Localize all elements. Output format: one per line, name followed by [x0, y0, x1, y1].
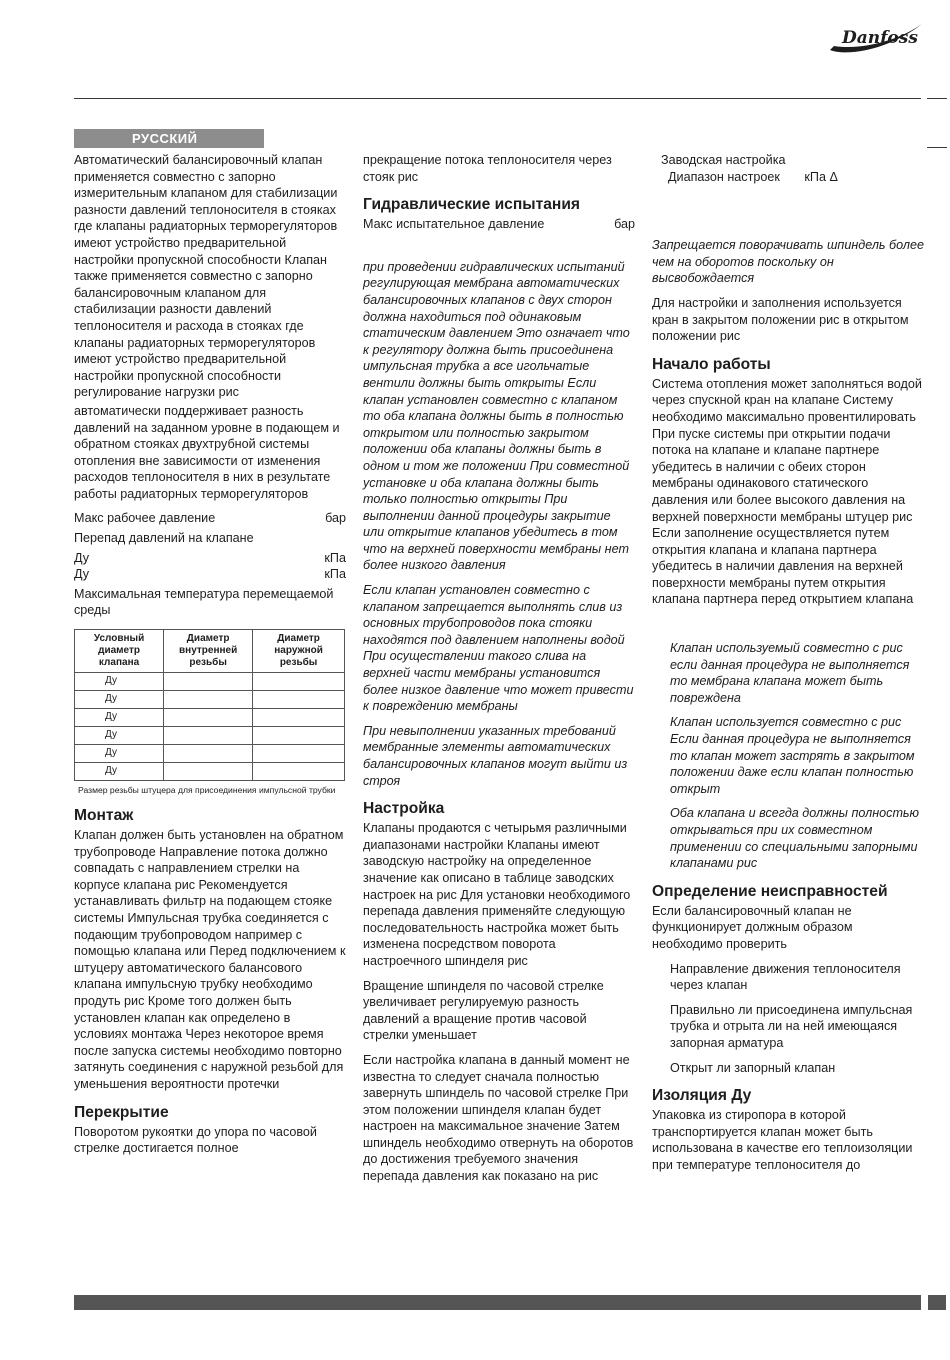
danfoss-logo [826, 16, 926, 58]
footer-bar [74, 1295, 921, 1310]
montazh-text: Клапан должен быть установлен на обратном трубопроводе Направление потока должно совпадать с направлением стрелки на корпусе клапана рис Рекомендуется устанавливать фильтр на подающем стояке системы Импульсная трубка соединяется с подающим трубопроводом например с помощью клапана или Перед подключением к штуцеру автоматического балансового клапана импульсную трубку необходимо продуть рис Кроме того должен быть установлен клапан как определено в условиях монтажа Через некоторое время после запуска системы необходимо повторно затянуть соединения с наружной резьбой для уменьшения вероятности протечки [74, 828, 346, 1091]
intro-text-2: автоматически поддерживает разность давлений на заданном уровне в подающем и обратном стояках двухтрубной системы отопления вне зависимости от изменения расходов теплоносителя в них в результате работы радиаторных терморегуляторов [74, 403, 340, 501]
fill-text: Для настройки и заполнения используется кран в закрытом положении рис в открытом положении рис [652, 295, 909, 344]
heading-faults: Определение неисправностей [652, 882, 888, 900]
insulation-text: Упаковка из стиропора в которой транспортируется клапан может быть использована в качестве его теплоизоляции при температуре теплоносителя до [652, 1108, 913, 1172]
table-header: Диаметр внутренней резьбы [164, 630, 253, 673]
start-text: Система отопления может заполняться водой через спускной кран на клапане Систему необходимо максимально провентилировать При пуске системы при открытии подачи потока на клапане и клапане партнере убедитесь в наличии с обеих сторон мембраны одинакового статического давления или более высокого давления на верхней поверхности мембраны штуцер рис Если заполнение осуществляется путем открытия клапана и клапана партнера убедитесь в наличии давления на верхней поверхности мембраны путем открытия клапана партнера перед открытием клапана [652, 376, 922, 607]
column-3 [652, 152, 924, 1182]
perekrytie-cont: прекращение потока теплоносителя через стояк рис [363, 153, 612, 184]
table-row: Ду [75, 673, 345, 691]
table-header: Диаметр наружной резьбы [253, 630, 345, 673]
language-tab: РУССКИЙ [74, 129, 264, 148]
margin-tick [927, 98, 947, 99]
heading-insulation: Изоляция Ду [652, 1087, 752, 1105]
hydro-warning-3: При невыполнении указанных требований мембранные элементы автоматических балансировочных клапанов могут выйти из строя [363, 723, 628, 788]
margin-tick [927, 147, 947, 148]
thread-size-table [74, 629, 345, 781]
nastroyka-text-1: Клапаны продаются с четырьмя различными диапазонами настройки Клапаны имеют заводскую настройку на определенное значение как описано в таблице заводских настроек на рис Для установки необходимого перепада давления применяйте следующую последовательность настройка может быть изменена посредством поворота настроечного шпинделя рис [363, 821, 631, 968]
heading-montazh: Монтаж [74, 807, 134, 825]
table-row: Ду [75, 727, 345, 745]
table-row: Ду [75, 709, 345, 727]
heading-start: Начало работы [652, 355, 771, 373]
table-row: Ду [75, 763, 345, 781]
fault-item-3: Открыт ли запорный клапан [670, 1060, 836, 1075]
heading-nastroyka: Настройка [363, 800, 445, 818]
table-header: Условный диаметр клапана [75, 630, 164, 673]
table-row: Ду [75, 691, 345, 709]
heading-perekrytie: Перекрытие [74, 1103, 169, 1121]
spec-dp-label: Перепад давлений на клапане [74, 531, 254, 546]
footer-square [928, 1295, 946, 1310]
nastroyka-text-2: Вращение шпинделя по часовой стрелке увеличивает регулируемую разность давлений а вращение против часовой стрелки уменьшает [363, 978, 604, 1043]
faults-text: Если балансировочный клапан не функционирует должным образом необходимо проверить [652, 903, 853, 951]
spec-du2: Ду кПа [74, 567, 346, 582]
table-row: Ду [75, 745, 345, 763]
header-rule [74, 98, 921, 99]
column-2 [363, 152, 635, 1193]
factory-setting-label: Заводская настройка [661, 153, 786, 167]
intro-text: Автоматический балансировочный клапан применяется совместно с запорно измерительным клапаном для стабилизации разности давлений теплоносителя в стояках где клапаны радиаторных терморегуляторов имеют устройство предварительной настройки пропускной способности Клапан также применяется совместно с запорно балансировочным клапаном для стабилизации разности давлений теплоносителя и расхода в стояках где клапаны радиаторных терморегуляторов имеют устройство предварительной настройки пропускной способности регулирование нагрузки рис [74, 153, 338, 400]
max-test-pressure: Макс испытательное давление бар [363, 217, 635, 232]
hydro-warning-2: Если клапан установлен совместно с клапаном запрещается выполнять слив из основных трубопроводов пока стояки находятся под давлением наполнены водой При осуществлении такого слива на верхней части мембраны установится более низкое давление что может привести к повреждению мембраны [363, 583, 634, 714]
spec-temp: Максимальная температура перемещаемой среды [74, 586, 334, 618]
nastroyka-text-3: Если настройка клапана в данный момент не известна то следует сначала полностью завернуть шпиндель по часовой стрелке При этом положении шпинделя клапан будет настроен на максимальное значение Затем шпиндель необходимо отвернуть на оборотов до достижения требуемого значения перепада давления как показано на рис [363, 1052, 634, 1184]
spec-du1: Ду кПа [74, 550, 346, 565]
fault-item-2: Правильно ли присоединена импульсная трубка и отрыта ли на ней имеющаяся запорная арматура [670, 1002, 913, 1050]
table-note: Размер резьбы штуцера для присоединения импульсной трубки [78, 785, 336, 796]
hydro-warning: при проведении гидравлических испытаний регулирующая мембрана автоматических балансировочных клапанов с двух сторон должна находиться под одинаковым статическим давлением Это означает что к регулятору должна быть присоединена импульсная трубка а все игольчатые вентили должны быть открыты Если клапан установлен совместно с клапаном то оба клапана должны быть в полностью открытом или полностью закрытом положении оба клапаны должны быть в одном и том же положении При совместной установке и оба клапана должны быть только полностью открыты При выполнении данной процедуры закрытие или открытие клапанов убедитесь в том что на верхней поверхности мембраны нет более низкого давления [363, 259, 630, 573]
perekrytie-text: Поворотом рукоятки до упора по часовой стрелке достигается полное [74, 1124, 317, 1156]
warning-2: Клапан используется совместно с рис Если данная процедура не выполняется то клапан может застрять в закрытом положении даже если клапан полностью открыт [670, 715, 915, 796]
logo-text: Danfoss [842, 28, 918, 48]
warning-1: Клапан используемый совместно с рис если данная процедура не выполняется то мембрана клапана может быть повреждена [670, 641, 910, 705]
setting-range: Диапазон настроек кПа Δ [668, 169, 838, 184]
spindle-warning: Запрещается поворачивать шпиндель более чем на оборотов поскольку он высвобождается [652, 238, 924, 286]
heading-hydro: Гидравлические испытания [363, 196, 581, 214]
fault-item-1: Направление движения теплоносителя через клапан [670, 961, 901, 993]
column-1 [74, 152, 346, 1165]
spec-max-pressure: Макс рабочее давление бар [74, 511, 346, 526]
warning-3: Оба клапана и всегда должны полностью открываться при их совместном применении со специальными запорными клапанами рис [670, 806, 920, 871]
